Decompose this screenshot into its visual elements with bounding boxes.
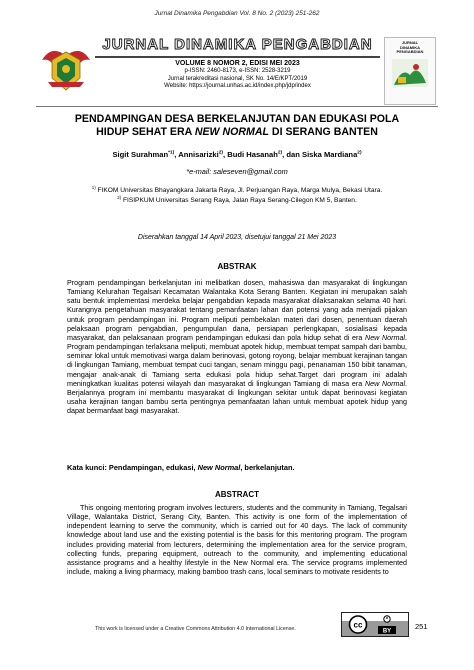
author-name: Annisarizki xyxy=(178,150,219,159)
abstrak-italic-term: New Normal xyxy=(364,379,406,388)
author-name: Budi Hasanah xyxy=(227,150,278,159)
author-separator: , xyxy=(174,150,179,159)
cover-title-line1: JURNAL xyxy=(401,40,419,45)
by-label: BY xyxy=(382,628,392,635)
cover-title-line3: PENGABDIAN xyxy=(396,49,424,55)
article-title-line1: PENDAMPINGAN DESA BERKELANJUTAN DAN EDUKASI POLA xyxy=(74,113,400,125)
article-title-line2 xyxy=(60,126,414,139)
journal-title: JURNAL DINAMIKA PENGABDIAN xyxy=(102,36,373,53)
issn-line: p-ISSN: 2460-8173, e-ISSN: 2528-3219 xyxy=(184,68,291,74)
abstrak-text: Program pendampingan berkelanjutan ini melibatkan dosen, mahasiswa dan masyarakat di lingkungan Tamiang Kelurahan Tegalsari Kecamatan Walantaka Kota Serang Banten. Kegiatan ini merupakan salah satu bentuk implementasi merdeka belajar pengabdian kepada masyarakat dilaksanakan selama 40 hari. Kurangnya pengetahuan masyarakat tentang pemanfaatan lahan dan potensi yang ada menjadi pijakan untuk program pendampingan ini. Program meliputi pembekalan materi dari dosen, penentuan daerah pelaksaan program pengabdian, pengumpulan dana, persiapan perlengkapan, sosialisasi kepada masyarakat, dan pelaksanaan program pendampingan edukasi dan pola hidup sehat di era xyxy=(67,279,407,342)
affiliation-2 xyxy=(36,194,438,205)
abstrak-text: . Program pendampingan terlaksana meliputi, membuat apotek hidup, membuat tempat sampah dari bambu, seminar lokal untuk memotivasi warga dalam berinovasi, gotong royong, belajar membuat kerajinan tangan di lingkungan Tamiang, membuat tempat cuci tangan, senam minggu pagi, penanaman 150 bibit tanaman, mengajar anak-anak di Tamiang serta edukasi pola hidup sehat.Target dari program ini adalah meningkatkan kualitas potensi wilayah dan masyarakat di lingkungan Tamiang di masa era xyxy=(67,333,407,388)
abstrak-italic-term: New Normal xyxy=(365,333,406,342)
header-divider xyxy=(36,106,438,107)
submission-dates: Diserahkan tanggal 14 April 2023, disetujui tanggal 21 Mei 2023 xyxy=(137,234,337,241)
abstrak-paragraph xyxy=(67,279,407,416)
author-affiliation-marker: 2) xyxy=(357,150,362,156)
title-text: HIDUP SEHAT ERA xyxy=(96,126,195,138)
article-title xyxy=(60,113,414,139)
author-affiliation-marker: 2) xyxy=(218,150,224,156)
cover-image xyxy=(392,59,428,87)
affiliation-marker: 2) xyxy=(117,195,122,200)
author-affiliation-marker: *1) xyxy=(168,150,175,156)
author-list xyxy=(36,150,438,159)
affiliation-text: FISIPKUM Universitas Serang Raya, Jalan Raya Serang-Cilegon KM 5, Banten. xyxy=(121,197,357,205)
running-head: Jurnal Dinamika Pengabdian Vol. 8 No. 2 (2023) 251-262 xyxy=(154,10,320,17)
keywords-label: Kata kunci: Pendampingan, edukasi, xyxy=(67,463,198,472)
page-number: 251 xyxy=(415,622,428,631)
author-name: Sigit Surahman xyxy=(112,150,169,159)
corresponding-email: *e-mail: saleseven@gmail.com xyxy=(186,167,288,176)
journal-masthead xyxy=(95,59,380,91)
volume-line: VOLUME 8 NOMOR 2, EDISI MEI 2023 xyxy=(175,60,300,67)
journal-cover-thumbnail xyxy=(384,37,436,105)
title-italic-term: NEW NORMAL xyxy=(194,126,269,138)
accreditation-line: Jurnal terakreditasi nasional, SK No. 14/E/KPT/2019 xyxy=(167,75,308,82)
license-statement: This work is licensed under a Creative Commons Attribution 4.0 International License. xyxy=(95,626,296,632)
keywords-tail: , berkelanjutan. xyxy=(240,463,295,472)
website-line: Website: https://journal.unhas.ac.id/index.php/jdp/index xyxy=(164,83,311,90)
keywords-italic-term: New Normal xyxy=(197,463,241,472)
abstract-paragraph: This ongoing mentoring program involves lecturers, students and the community in Tamiang, Tegalsari Village, Walantaka District, Serang City, Banten. This activity is one form of the implementation of independent learning to serve the community, which is carried out for 40 days. The lack of community knowledge about land use and the existing potential is the basis for this mentoring program. The program includes providing material from lecturers, determining the implementation area for the service program, collecting funds, preparing equipment, outreach to the community, and implementing educational assistance programs and a healthy lifestyle in the New Normal era. The service programs implemented include, making a living pharmacy, making bamboo trash cans, local seminars to motivate residents to xyxy=(67,504,407,577)
creative-commons-badge[interactable] xyxy=(341,612,409,637)
keywords xyxy=(67,463,407,472)
title-text-tail: DI SERANG BANTEN xyxy=(268,126,378,138)
cover-title xyxy=(385,41,435,55)
author-name: Siska Mardiana xyxy=(302,150,358,159)
title-divider xyxy=(95,56,380,58)
affiliation-text: FIKOM Universitas Bhayangkara Jakarta Raya, Jl. Perjuangan Raya, Marga Mulya, Bekasi Utara. xyxy=(95,187,383,195)
author-separator: , xyxy=(223,150,228,159)
author-separator: , dan xyxy=(282,150,302,159)
abstrak-heading: ABSTRAK xyxy=(217,262,257,271)
cc-label: cc xyxy=(353,620,363,630)
author-affiliation-marker: 2) xyxy=(277,150,283,156)
abstract-heading: ABSTRACT xyxy=(215,490,259,499)
affiliation-marker: 1) xyxy=(91,185,96,190)
cover-title-line2: DINAMIKA xyxy=(400,44,420,50)
abstrak-text: . Berjalannya program ini membantu masyarakat di lingkungan sekitar untuk dapat berinovasi kegiatan usaha kerajinan tangan bambu serta pentingnya pemanfaatan lahan untuk membuat apotek hidup yang dapat bermanfaat bagi masyarakat. xyxy=(67,379,408,416)
university-seal-logo xyxy=(38,38,94,94)
